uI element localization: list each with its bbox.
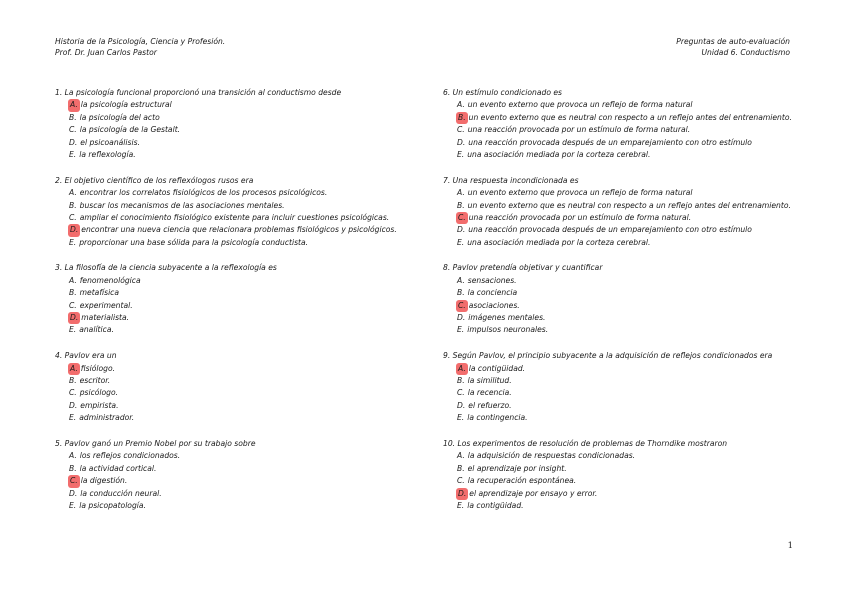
option-letter: A.: [69, 451, 77, 461]
answer-option: [443, 324, 823, 336]
question-6: [443, 87, 823, 161]
answer-option: [443, 99, 823, 111]
option-text: la psicología del acto: [79, 112, 160, 122]
option-letter: C.: [457, 476, 465, 486]
question-3: [55, 262, 430, 336]
answer-option: [443, 237, 823, 249]
answer-option: [443, 500, 823, 512]
option-letter: D.: [68, 312, 80, 324]
option-letter: E.: [457, 149, 465, 159]
answer-option: [55, 412, 430, 424]
option-letter: D.: [69, 137, 78, 147]
option-text: la contingencia.: [467, 413, 528, 423]
answer-option: [55, 149, 430, 161]
answer-option: [443, 475, 823, 487]
option-text: una asociación mediada por la corteza cerebral.: [467, 237, 651, 247]
option-text: la reflexología.: [79, 149, 136, 159]
answer-option: [55, 400, 430, 412]
option-text: la digestión.: [80, 476, 128, 486]
option-letter: C.: [69, 300, 77, 310]
answer-option-correct: [443, 300, 823, 312]
option-letter: B.: [457, 288, 465, 298]
answer-option-correct: [443, 112, 823, 124]
answer-option-correct: [55, 224, 430, 236]
option-letter: E.: [69, 413, 77, 423]
answer-option-correct: [443, 488, 823, 500]
option-text: empirista.: [80, 400, 119, 410]
answer-option-correct: [55, 99, 430, 111]
answer-option: [55, 275, 430, 287]
question-stem: 6. Un estímulo condicionado es: [443, 88, 563, 97]
answer-option: [55, 375, 430, 387]
question-8: [443, 262, 823, 336]
option-letter: D.: [456, 488, 468, 500]
question-9: [443, 350, 823, 424]
question-stem: 2. El objetivo científico de los reflexólogos rusos era: [55, 175, 254, 185]
answer-option: [443, 463, 823, 475]
answer-option: [55, 387, 430, 399]
option-text: una reacción provocada después de un emparejamiento con otro estímulo: [468, 137, 752, 147]
option-text: psicólogo.: [79, 388, 119, 398]
answer-option: [443, 400, 823, 412]
option-text: la psicología de la Gestalt.: [79, 125, 181, 135]
option-text: sensaciones.: [467, 275, 517, 285]
answer-option: [443, 387, 823, 399]
option-letter: A.: [68, 99, 80, 111]
option-letter: B.: [457, 200, 465, 210]
option-letter: B.: [457, 375, 465, 385]
question-column-left: [55, 87, 430, 526]
option-letter: A.: [457, 275, 465, 285]
option-text: encontrar los correlatos fisiológicos de los procesos psicológicos.: [79, 188, 328, 198]
option-letter: D.: [457, 400, 466, 410]
answer-option: [55, 237, 430, 249]
answer-option: [55, 187, 430, 199]
answer-option: [443, 287, 823, 299]
answer-option: [55, 124, 430, 136]
option-text: ampliar el conocimiento fisiológico existente para incluir cuestiones psicológicas.: [79, 212, 390, 222]
option-text: la conciencia: [467, 288, 518, 298]
answer-option-correct: [443, 212, 823, 224]
unit-title: Unidad 6. Conductismo: [701, 47, 790, 57]
option-letter: C.: [68, 475, 80, 487]
option-letter: A.: [69, 275, 77, 285]
option-text: la psicología estructural: [80, 100, 172, 110]
option-letter: A.: [68, 363, 80, 375]
question-column-right: [443, 87, 823, 526]
document-title: Preguntas de auto-evaluación: [676, 37, 790, 46]
answer-option: [443, 149, 823, 161]
option-text: la contigüidad.: [468, 363, 526, 373]
option-text: buscar los mecanismos de las asociaciones mentales.: [79, 200, 285, 210]
option-letter: C.: [456, 300, 468, 312]
answer-option: [443, 224, 823, 236]
answer-option: [443, 450, 823, 462]
option-text: fenomenológica: [79, 275, 141, 285]
question-stem: 10. Los experimentos de resolución de problemas de Thorndike mostraron: [443, 438, 728, 448]
option-letter: B.: [69, 375, 77, 385]
option-letter: C.: [69, 388, 77, 398]
option-letter: E.: [69, 500, 77, 510]
option-text: administrador.: [79, 413, 135, 423]
question-stem: 3. La filosofía de la ciencia subyacente a la reflexología es: [55, 263, 277, 273]
question-stem: 5. Pavlov ganó un Premio Nobel por su trabajo sobre: [55, 438, 256, 448]
question-stem: 7. Una respuesta incondicionada es: [443, 175, 579, 185]
option-letter: B.: [69, 200, 77, 210]
option-letter: D.: [68, 224, 80, 236]
option-text: materialista.: [81, 313, 130, 323]
answer-option: [55, 450, 430, 462]
option-text: la psicopatología.: [79, 500, 146, 510]
answer-option: [443, 375, 823, 387]
answer-option: [55, 463, 430, 475]
option-letter: E.: [457, 325, 465, 335]
option-letter: C.: [457, 388, 465, 398]
option-letter: D.: [69, 488, 78, 498]
option-text: la recuperación espontánea.: [467, 476, 577, 486]
answer-option: [443, 275, 823, 287]
option-text: el aprendizaje por insight.: [467, 463, 567, 473]
option-letter: A.: [456, 363, 468, 375]
option-letter: D.: [457, 137, 466, 147]
answer-option: [443, 200, 823, 212]
option-text: la actividad cortical.: [79, 463, 157, 473]
option-text: una reacción provocada por un estímulo de forma natural.: [467, 125, 691, 135]
option-text: imágenes mentales.: [468, 313, 546, 323]
option-text: metafísica: [79, 288, 120, 298]
option-letter: A.: [69, 188, 77, 198]
option-text: la similitud.: [467, 375, 512, 385]
question-stem: 4. Pavlov era un: [55, 351, 117, 361]
option-text: el refuerzo.: [468, 400, 512, 410]
option-text: la adquisición de respuestas condicionadas.: [467, 451, 636, 461]
option-text: proporcionar una base sólida para la psicología conductista.: [79, 237, 309, 247]
option-letter: E.: [69, 149, 77, 159]
answer-option: [443, 137, 823, 149]
answer-option-correct: [55, 363, 430, 375]
option-text: experimental.: [79, 300, 133, 310]
question-5: [55, 438, 430, 512]
option-letter: D.: [457, 225, 466, 235]
option-text: el aprendizaje por ensayo y error.: [469, 488, 598, 498]
option-letter: B.: [456, 112, 468, 124]
option-text: asociaciones.: [468, 300, 520, 310]
option-text: la recencia.: [467, 388, 512, 398]
option-letter: B.: [457, 463, 465, 473]
option-letter: E.: [457, 500, 465, 510]
option-letter: D.: [457, 313, 466, 323]
answer-option: [55, 287, 430, 299]
answer-option: [55, 500, 430, 512]
answer-option: [55, 200, 430, 212]
option-text: un evento externo que provoca un reflejo de forma natural: [467, 188, 693, 198]
option-letter: C.: [69, 125, 77, 135]
option-text: analítica.: [79, 325, 114, 335]
answer-option-correct: [55, 475, 430, 487]
question-1: [55, 87, 430, 161]
option-letter: E.: [457, 413, 465, 423]
answer-option-correct: [443, 363, 823, 375]
header-right: [676, 37, 790, 58]
option-text: una reacción provocada después de un emparejamiento con otro estímulo: [468, 225, 752, 235]
option-letter: B.: [69, 463, 77, 473]
option-text: impulsos neuronales.: [467, 325, 549, 335]
answer-option: [55, 212, 430, 224]
question-7: [443, 175, 823, 249]
option-text: la conducción neural.: [80, 488, 162, 498]
option-letter: C.: [456, 212, 468, 224]
option-text: un evento externo que es neutral con respecto a un reflejo antes del entrenamiento.: [468, 112, 792, 122]
question-2: [55, 175, 430, 249]
option-letter: D.: [69, 400, 78, 410]
answer-option: [55, 324, 430, 336]
option-letter: A.: [457, 188, 465, 198]
answer-option: [443, 312, 823, 324]
question-stem: 8. Pavlov pretendía objetivar y cuantificar: [443, 263, 603, 273]
option-letter: E.: [69, 237, 77, 247]
option-text: fisiólogo.: [80, 363, 116, 373]
option-text: una reacción provocada por un estímulo de forma natural.: [468, 212, 692, 222]
answer-option: [55, 137, 430, 149]
page-number: 1: [787, 541, 793, 551]
option-text: el psicoanálisis.: [80, 137, 140, 147]
option-letter: B.: [69, 288, 77, 298]
option-text: una asociación mediada por la corteza cerebral.: [467, 149, 651, 159]
option-letter: A.: [457, 451, 465, 461]
option-letter: E.: [69, 325, 77, 335]
answer-option: [443, 412, 823, 424]
option-letter: A.: [457, 100, 465, 110]
option-text: escritor.: [79, 375, 111, 385]
question-4: [55, 350, 430, 424]
answer-option: [443, 124, 823, 136]
option-text: un evento externo que provoca un reflejo de forma natural: [467, 100, 693, 110]
answer-option: [55, 488, 430, 500]
option-letter: E.: [457, 237, 465, 247]
answer-option: [443, 187, 823, 199]
question-10: [443, 438, 823, 512]
header-left: [55, 37, 225, 58]
course-title: Historia de la Psicología, Ciencia y Profesión.: [55, 37, 226, 46]
option-letter: B.: [69, 112, 77, 122]
option-text: la contigüidad.: [467, 500, 524, 510]
option-letter: C.: [457, 125, 465, 135]
question-stem: 1. La psicología funcional proporcionó una transición al conductismo desde: [55, 88, 342, 97]
option-letter: C.: [69, 212, 77, 222]
professor-name: Prof. Dr. Juan Carlos Pastor: [55, 47, 157, 57]
option-text: un evento externo que es neutral con respecto a un reflejo antes del entrenamiento.: [467, 200, 791, 210]
option-text: los reflejos condicionados.: [79, 451, 181, 461]
answer-option: [55, 112, 430, 124]
option-text: encontrar una nueva ciencia que relacionara problemas fisiológicos y psicológicos.: [81, 225, 397, 235]
question-stem: 9. Según Pavlov, el principio subyacente a la adquisición de reflejos condicionados era: [443, 351, 773, 361]
answer-option: [55, 300, 430, 312]
answer-option-correct: [55, 312, 430, 324]
